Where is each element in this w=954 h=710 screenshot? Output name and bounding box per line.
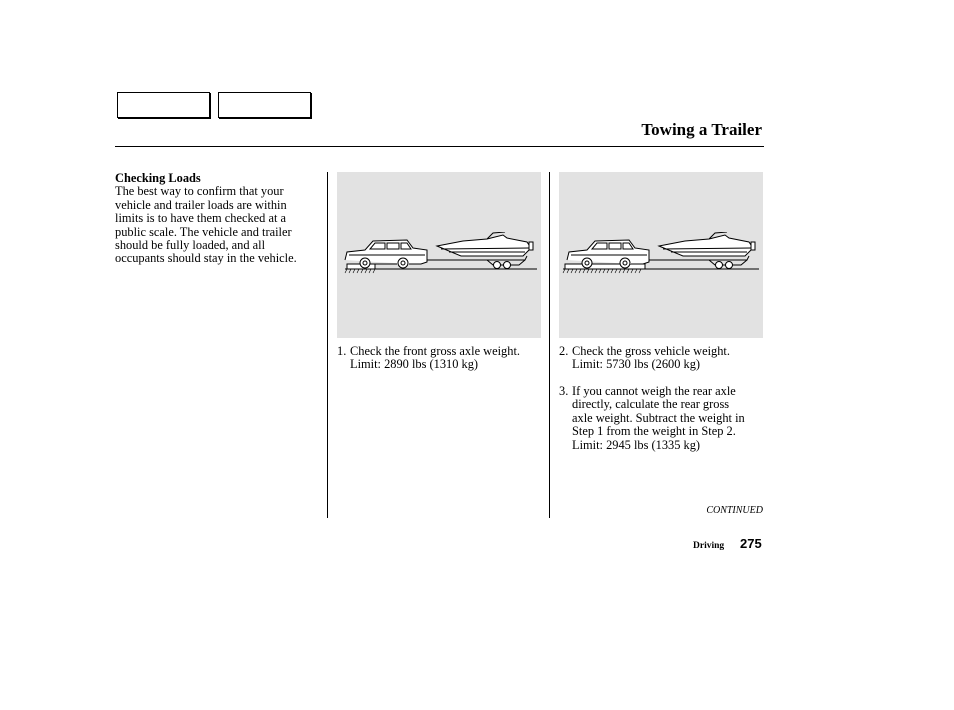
step-3 (559, 385, 769, 452)
column-divider-2 (549, 172, 550, 518)
section-heading: Checking Loads (115, 171, 201, 185)
step-number: 1. (337, 344, 347, 358)
continued-label: CONTINUED (706, 505, 763, 516)
intro-line: limits is to have them checked at a (115, 211, 287, 226)
intro-column (115, 172, 320, 266)
title-rule (115, 146, 764, 147)
step-2 (559, 345, 769, 372)
step-limit: Limit: 2890 lbs (1310 kg) (350, 357, 479, 372)
intro-line: occupants should stay in the vehicle. (115, 251, 297, 266)
intro-line: public scale. The vehicle and trailer (115, 224, 292, 239)
step-limit: Limit: 2945 lbs (1335 kg) (572, 437, 701, 452)
step-line: Step 1 from the weight in Step 2. (572, 424, 736, 439)
intro-line: should be fully loaded, and all (115, 238, 266, 253)
footer-section-name: Driving (693, 541, 725, 551)
step-number: 3. (559, 384, 569, 398)
step-line: If you cannot weigh the rear axle (572, 384, 736, 398)
figure-front-axle-weighing (337, 172, 541, 338)
step-line: directly, calculate the rear gross (572, 397, 730, 412)
step-limit: Limit: 5730 lbs (2600 kg) (572, 357, 701, 372)
step-line: axle weight. Subtract the weight in (572, 410, 745, 425)
suv-towing-boat-trailer-icon (337, 232, 541, 282)
nav-tab-1[interactable] (117, 92, 210, 118)
step-line: Check the front gross axle weight. (350, 344, 520, 358)
step-number: 2. (559, 344, 569, 358)
suv-towing-boat-trailer-icon (559, 232, 763, 282)
page-number: 275 (740, 536, 762, 551)
page-title: Towing a Trailer (641, 120, 762, 139)
intro-line: vehicle and trailer loads are within (115, 197, 287, 212)
step-1 (337, 345, 547, 372)
figure-full-vehicle-weighing (559, 172, 763, 338)
nav-tab-2[interactable] (218, 92, 311, 118)
step-line: Check the gross vehicle weight. (572, 344, 730, 358)
column-divider-1 (327, 172, 328, 518)
intro-line: The best way to confirm that your (115, 184, 284, 199)
